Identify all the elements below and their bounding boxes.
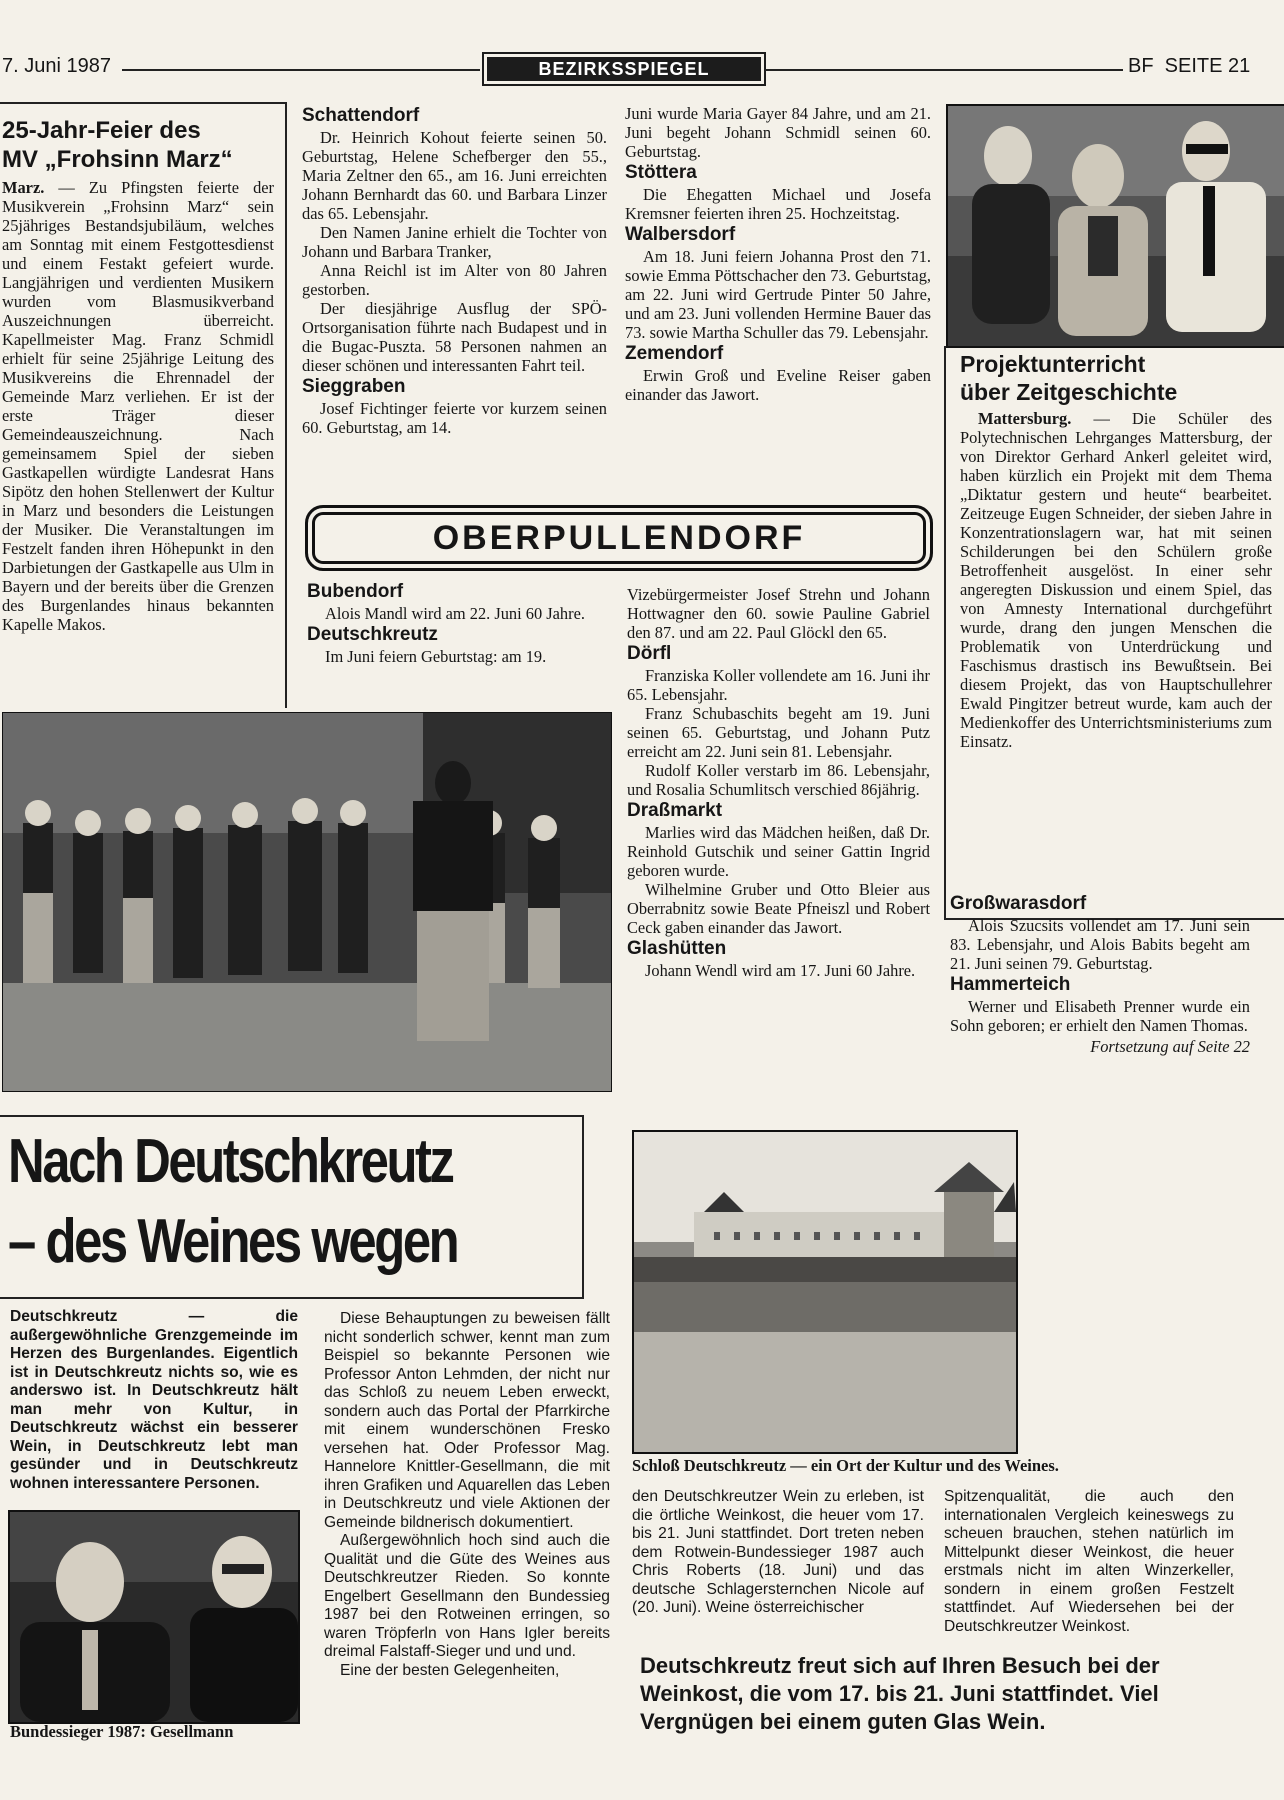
col3-p1: Juni wurde Maria Gayer 84 Jahre, und am 21. Juni begeht Johann Schmidl seinen 60. Geburtstag.: [625, 104, 931, 161]
band-photo: [2, 712, 612, 1092]
hammerteich-p1: Werner und Elisabeth Prenner wurde ein Sohn geboren; er erhielt den Namen Thomas.: [950, 997, 1250, 1035]
feature-headline: [8, 1122, 475, 1282]
mattersburg-headline-line-1: Projektunterricht: [960, 351, 1146, 377]
schattendorf-p2: Den Namen Janine erhielt die Tochter von Johann und Barbara Tranker,: [302, 223, 607, 261]
mattersburg-body: [960, 409, 1272, 751]
feature-column-b: Spitzenqualität, die auch den internationalen Vergleich keineswegs zu scheuen brauchen, stehen natürlich im Mittelpunkt dieser Weinkost, die heuer erstmals nicht im alten Winzerkeller, sondern in einem großen Festzelt stattfindet. Auf Wiedersehen bei der Deutschkreutzer Weinkost.: [944, 1488, 1234, 1635]
sieggraben-p1: Josef Fichtinger feierte vor kurzem seinen 60. Geburtstag, am 14.: [302, 399, 607, 437]
section-banner-label: BEZIRKSSPIEGEL: [538, 58, 710, 79]
op-right-p1: Vizebürgermeister Josef Strehn und Johann Hottwagner den 60. sowie Pauline Gabriel den 87. und am 22. Paul Glöckl den 65.: [627, 585, 930, 642]
doerfl-p1: Franziska Koller vollendete am 16. Juni ihr 65. Lebensjahr.: [627, 666, 930, 704]
mattersburg-headline: [960, 350, 1272, 406]
heading-bubendorf: Bubendorf: [307, 581, 404, 602]
students-photo: [946, 104, 1284, 348]
marz-lead-place: Marz.: [2, 178, 45, 197]
heading-sieggraben: Sieggraben: [302, 376, 406, 397]
column-2: [302, 104, 607, 437]
feature-mid-p1: Diese Behauptungen zu beweisen fällt nicht sonderlich schwer, kennt man zum Beispiel so bekannte Personen wie Professor Anton Lehmden, der nicht nur das Schloß zu neuem Leben erweckt, sondern auch das Portal der Pfarrkirche mit einem wunderschönen Fresko versehen hat. Oder Professor Mag. Hannelore Knittler-Gesellmann, die mit ihren Grafiken und Aquarellen das Leben in Deutschkreutz und viele Aktionen der Gemeinde bildnerisch dokumentiert.: [324, 1310, 610, 1531]
oberpullendorf-right: [627, 585, 930, 980]
doerfl-p2: Franz Schubaschits begeht am 19. Juni seinen 65. Geburtstag, und Johann Putz erreicht am 22. Juni sein 81. Lebensjahr.: [627, 704, 930, 761]
masthead-rule-right: [765, 69, 1123, 71]
students-photo-image: [948, 106, 1284, 346]
marz-headline-line-2: MV „Frohsinn Marz“: [2, 146, 233, 173]
winner-photo: [8, 1510, 300, 1724]
section-banner: [482, 52, 766, 86]
winner-photo-caption: Bundessieger 1987: Gesellmann: [10, 1722, 234, 1741]
masthead-date: 7. Juni 1987: [2, 55, 111, 77]
marz-article: [2, 116, 274, 634]
stoettera-p1: Die Ehegatten Michael und Josefa Kremsner feierten ihren 25. Hochzeitstag.: [625, 185, 931, 223]
feature-mid-p3: Eine der besten Gelegenheiten,: [340, 1661, 560, 1679]
drassmarkt-p1: Marlies wird das Mädchen heißen, daß Dr. Reinhold Gutschik und seiner Gattin Ingrid geboren wurde.: [627, 823, 930, 880]
schattendorf-p1: Dr. Heinrich Kohout feierte seinen 50. Geburtstag, Helene Schefberger den 55., Maria Zeltner den 65., am 16. Juni erreichten Johann Bernhardt das 60. und Barbara Linzer das 65. Lebensjahr.: [302, 128, 607, 223]
heading-deutschkreutz: Deutschkreutz: [307, 624, 438, 645]
feature-mid-p2: Außergewöhnlich hoch sind auch die Qualität und die Güte des Weines aus Deutschkreutzer Rieden. So konnte Engelbert Gesellmann den Bundessieg 1987 bei den Rotweinen erringen, so waren Tröpferln von Hans Igler bereits dreimal Falstaff-Sieger und und und.: [324, 1532, 610, 1660]
feature-headline-line-1: Nach Deutschkreutz: [8, 1127, 453, 1196]
glashuetten-p1: Johann Wendl wird am 17. Juni 60 Jahre.: [645, 961, 916, 980]
schattendorf-p3: Anna Reichl ist im Alter von 80 Jahren gestorben.: [302, 261, 607, 299]
heading-grosswarasdorf: Großwarasdorf: [950, 893, 1087, 914]
column-4-lower: [950, 892, 1250, 1056]
district-banner: [305, 505, 933, 571]
heading-walbersdorf: Walbersdorf: [625, 224, 736, 245]
zemendorf-p1: Erwin Groß und Eveline Reiser gaben einander das Jawort.: [625, 366, 931, 404]
heading-zemendorf: Zemendorf: [625, 343, 724, 364]
band-photo-image: [3, 713, 611, 1091]
masthead-rule-left: [122, 69, 480, 71]
mattersburg-article: [960, 350, 1272, 751]
heading-hammerteich: Hammerteich: [950, 974, 1071, 995]
marz-body-text: — Zu Pfingsten feierte der Musikverein „Frohsinn Marz“ sein 25jähriges Bestandsjubiläum, welches am Sonntag mit einem Festgottesdienst und einem Festakt gefeiert wurde. Langjährigen und verdienten Musikern wurden vom Blasmusikverband Auszeichnungen überreicht. Kapellmeister Mag. Franz Schmidl erhielt für seine 25jährige Leitung des Musikvereins die Ehrennadel der Gemeinde Marz verliehen. Er ist der erste Träger dieser Gemeindeauszeichnung. Nach gemeinsamem Spiel der sieben Gastkapellen würdigte Landesrat Hans Sipötz den hohen Stellenwert der Kultur in Marz und besonders die Leistungen der Musiker. Die Veranstaltungen im Festzelt fanden ihren Höhepunkt in den Darbietungen der Gastkapelle aus Ulm in Bayern und der bereits über die Grenzen des Burgenlandes hinaus bekannten Kapelle Makos.: [2, 178, 274, 634]
castle-photo-image: [634, 1132, 1016, 1452]
walbersdorf-p1: Am 18. Juni feiern Johanna Prost den 71. sowie Emma Pöttschacher den 73. Geburtstag, am 22. Juni wird Gertrude Pinter 50 Jahre, und am 23. Juni vollenden Hermine Bauer das 73. sowie Martha Schuller das 79. Lebensjahr.: [625, 247, 931, 342]
heading-glashuetten: Glashütten: [627, 938, 727, 959]
castle-photo: [632, 1130, 1018, 1454]
grosswarasdorf-p1: Alois Szucsits vollendet am 17. Juni sein 83. Lebensjahr, und Alois Babits begeht am 21. Juni seinen 79. Geburtstag.: [950, 916, 1250, 973]
continued-note: Fortsetzung auf Seite 22: [1090, 1037, 1250, 1056]
mattersburg-lead-place: Mattersburg.: [978, 409, 1072, 428]
masthead-page: BF SEITE 21: [1128, 55, 1251, 77]
heading-stoettera: Stöttera: [625, 162, 697, 183]
heading-doerfl: Dörfl: [627, 643, 672, 664]
doerfl-p3: Rudolf Koller verstarb im 86. Lebensjahr, und Rosalia Schumlitsch verschied 86jährig.: [627, 761, 930, 799]
marz-headline-line-1: 25-Jahr-Feier des: [2, 117, 201, 144]
feature-column-a: den Deutschkreutzer Wein zu erleben, ist die örtliche Weinkost, die heuer vom 17. bis 21. Juni stattfindet. Dort treten neben dem Rotwein-Bundessieger 1987 auch Chris Roberts (18. Juni) und das deutsche Schlagersternchen Nicole auf (20. Juni). Weine österreichischer: [632, 1488, 924, 1616]
district-banner-title: OBERPULLENDORF: [432, 518, 806, 557]
castle-photo-caption: Schloß Deutschkreutz — ein Ort der Kultur und des Weines.: [632, 1456, 1059, 1475]
marz-body: [2, 178, 274, 634]
mattersburg-headline-line-2: über Zeitgeschichte: [960, 379, 1178, 405]
deutschkreutz-p1: Im Juni feiern Geburtstag: am 19.: [325, 647, 547, 666]
oberpullendorf-left: [307, 580, 612, 666]
feature-slogan: Deutschkreutz freut sich auf Ihren Besuch bei der Weinkost, die vom 17. bis 21. Juni stattfindet. Viel Vergnügen bei einem guten Glas Wein.: [640, 1653, 1160, 1734]
schattendorf-p4: Der diesjährige Ausflug der SPÖ-Ortsorganisation führte nach Budapest und in die Bugac-Puszta. 58 Personen nahmen an dieser schönen und interessanten Fahrt teil.: [302, 299, 607, 375]
feature-middle-column: [324, 1310, 610, 1680]
marz-headline: [2, 116, 274, 174]
feature-lead: Deutschkreutz — die außergewöhnliche Grenzgemeinde im Herzen des Burgenlandes. Eigentlich ist in Deutschkreutz nichts so, wie es anderswo ist. In Deutschkreutz hält man mehr von Kultur, in Deutschkreutz wächst ein besserer Wein, in Deutschkreutz lebt man gesünder und in Deutschkreutz wohnen interessantere Personen.: [10, 1308, 298, 1492]
mattersburg-body-text: — Die Schüler des Polytechnischen Lehrganges Mattersburg, der von Direktor Gerhard Ankerl geleitet wird, haben kürzlich ein Projekt mit dem Thema „Diktatur gestern und heute“ bearbeitet. Zeitzeuge Eugen Schneider, der sieben Jahre in Konzentrationslagern war, hat mit seinen Schilderungen bei den Schülern große Betroffenheit ausgelöst. In einer sehr angeregten Diskussion und einem Spiel, das von Amnesty International durchgeführt wurde, drang den jungen Menschen die Problematik von Unterdrückung und Faschismus drastisch ins Bewußtsein. Bei diesem Projekt, das von Hauptschullehrer Ewald Pingitzer betreut wurde, kam auch der Medienkoffer des Unterrichtsministeriums zum Einsatz.: [960, 409, 1272, 751]
bubendorf-p1: Alois Mandl wird am 22. Juni 60 Jahre.: [325, 604, 585, 623]
heading-schattendorf: Schattendorf: [302, 105, 420, 126]
drassmarkt-p2: Wilhelmine Gruber und Otto Bleier aus Oberrabnitz sowie Beate Pfneiszl und Robert Ceck gaben einander das Jawort.: [627, 880, 930, 937]
heading-drassmarkt: Draßmarkt: [627, 800, 723, 821]
winner-photo-image: [10, 1512, 298, 1722]
feature-headline-line-2: – des Weines wegen: [8, 1207, 458, 1276]
column-3: [625, 104, 931, 404]
